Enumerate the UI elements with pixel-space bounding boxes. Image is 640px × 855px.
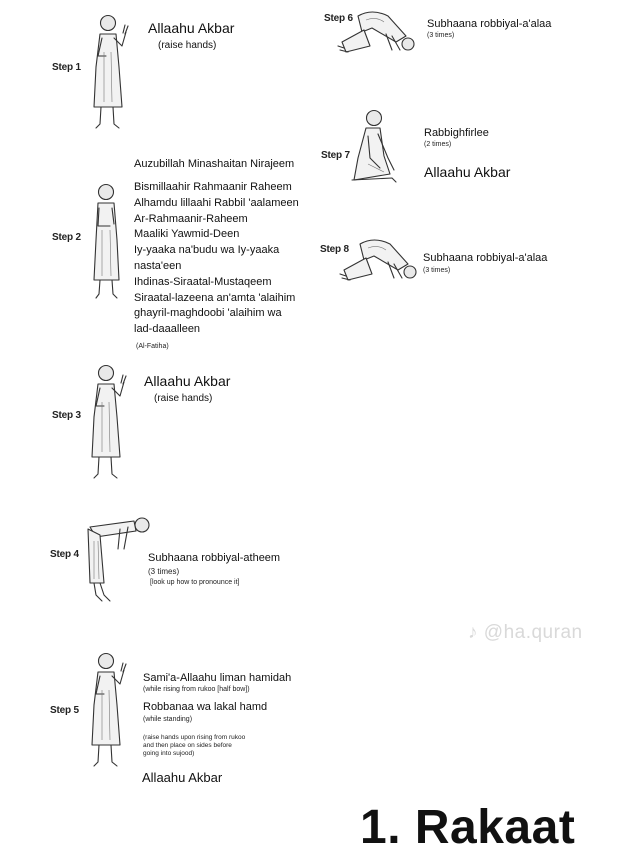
step-1-note: (raise hands) <box>158 40 217 51</box>
watermark <box>468 622 583 644</box>
step-4-label: Step 4 <box>50 549 79 560</box>
step-1-label: Step 1 <box>52 62 81 73</box>
step-5-line-1: Sami'a-Allaahu liman hamidah <box>143 672 292 684</box>
page-title: 1. Rakaat <box>360 801 576 854</box>
step-4-text: Subhaana robbiyal-atheem <box>148 552 281 564</box>
recitation-line: Siraatal-lazeena an'amta 'alaihim <box>134 291 296 304</box>
step-2-note: (Al-Fatiha) <box>136 343 169 350</box>
step-1-text: Allaahu Akbar <box>148 20 235 36</box>
recitation-line: ghayril-maghdoobi 'alaihim wa <box>134 307 282 320</box>
step-2-intro: Auzubillah Minashaitan Nirajeem <box>134 158 295 170</box>
standing-raised-hands-figure <box>82 650 138 772</box>
bowing-figure <box>84 515 154 605</box>
prostrating-figure <box>336 6 418 56</box>
standing-hands-folded-figure <box>88 180 128 305</box>
step-4-note: [look up how to pronounce it] <box>150 579 240 586</box>
step-8-text: Subhaana robbiyal-a'alaa <box>423 252 548 264</box>
step-7-count: (2 times) <box>424 141 452 148</box>
step-7-final: Allaahu Akbar <box>424 164 511 180</box>
step-5-label: Step 5 <box>50 705 79 716</box>
step-5-line-2-note: (while standing) <box>143 716 193 723</box>
recitation-line: Ar-Rahmaanir-Raheem <box>134 212 248 225</box>
standing-raised-hands-figure <box>82 362 138 482</box>
step-6-text: Subhaana robbiyal-a'alaa <box>427 18 552 30</box>
recitation-line: nasta'een <box>134 259 182 272</box>
step-5-line-1-note: (while rising from rukoo [half bow]) <box>143 686 250 693</box>
recitation-line: lad-daaalleen <box>134 323 201 336</box>
step-2-recitation <box>134 180 299 338</box>
recitation-line: Iy-yaaka na'budu wa Iy-yaaka <box>134 244 280 257</box>
step-5-instructions <box>143 734 245 758</box>
step-3-note: (raise hands) <box>154 393 213 404</box>
recitation-line: Ihdinas-Siraatal-Mustaqeem <box>134 275 272 288</box>
step-3-text: Allaahu Akbar <box>144 373 231 389</box>
step-2-label: Step 2 <box>52 232 81 243</box>
step-6-count: (3 times) <box>427 32 455 39</box>
step-6-label: Step 6 <box>324 13 353 24</box>
step-5-final: Allaahu Akbar <box>142 770 223 785</box>
standing-raised-hands-figure <box>84 12 140 132</box>
sitting-figure <box>348 108 402 188</box>
prostrating-figure <box>338 234 420 284</box>
instruction-line: and then place on sides before <box>143 742 232 749</box>
recitation-line: Maaliki Yawmid-Deen <box>134 228 240 241</box>
recitation-line: Alhamdu lillaahi Rabbil 'aalameen <box>134 196 299 209</box>
step-4-count: (3 times) <box>148 567 180 576</box>
instruction-line: going into sujood) <box>143 750 195 757</box>
instruction-line: (raise hands upon rising from rukoo <box>143 734 246 741</box>
step-7-text: Rabbighfirlee <box>424 127 489 139</box>
step-8-label: Step 8 <box>320 244 349 255</box>
step-3-label: Step 3 <box>52 410 81 421</box>
recitation-line: Bismillaahir Rahmaanir Raheem <box>134 181 292 193</box>
music-note-icon: ♪ <box>468 622 478 643</box>
step-5-line-2: Robbanaa wa lakal hamd <box>143 701 268 713</box>
step-8-count: (3 times) <box>423 267 451 274</box>
step-7-label: Step 7 <box>321 150 350 161</box>
watermark-handle: @ha.quran <box>483 622 583 643</box>
